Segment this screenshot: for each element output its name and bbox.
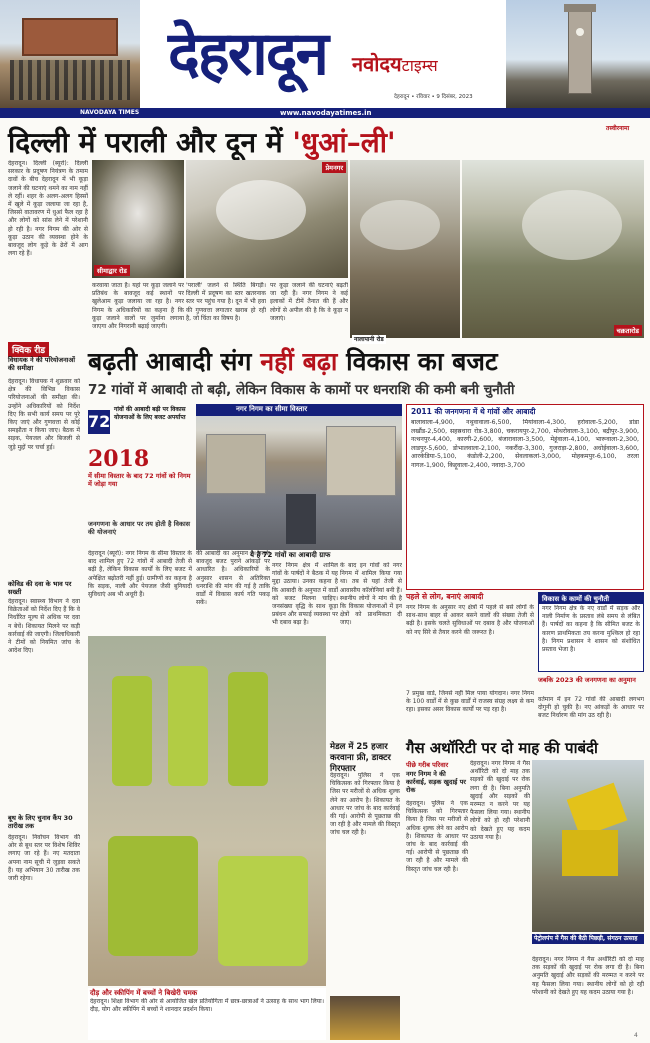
top-photo-caption-3-holder — [352, 326, 386, 345]
dateline: देहरादून • रविवार • 9 दिसंबर, 2023 — [394, 94, 473, 100]
quick-read-body-3: देहरादून। निर्वाचन विभाग की ओर से बूथ स्तर पर विशेष शिविर लगाए जा रहे हैं। नए मतदाता अपना नाम सूची में जुड़वा सकते हैं। यह अभियान 30 तारीख तक जारी रहेगा। — [8, 834, 80, 883]
note-text: जनगणना के आधार पर तय होती है विकास की योजनाएं — [88, 520, 191, 536]
top-photo-1 — [92, 160, 184, 278]
top-story-headline: दिल्ली में पराली और दून में 'धुआं–ली' — [8, 126, 396, 159]
census-body: बालावाला-4,900, नथुवावाला-6,500, मियांवाला-4,300, हर्रावाला-5,200, डांडा लखौंड-2,500, सहस्रधारा रोड-3,800, चकरायपुर-2,700, मोथरोवाला-3,100, बद्रीपुर-3,900, नत्थनपुर-4,400, कारगी-2,600, बंजारावाला-3,500, मेहूंवाला-4,100, भारूवाला-2,300, लाडपुर-5,600, डोभालवाला-2,100, नकरौंदा-3,300, गुजराड़ा-2,800, अधोईवाला-3,600, आरकेडिया-5,100, कंडोली-2,200, सेवलाकलां-3,000, मोहकमपुर-6,100, तरला नागल-1,900, किद्दूवाला-2,400, नवादा-3,700 — [411, 419, 639, 469]
census-box — [406, 404, 644, 590]
top-photo-caption-4: चक्रतारोड — [614, 325, 642, 336]
stat-text: गांवों की आबादी बढ़ी पर विकास योजनाओं के लिए बजट अपर्याप्त — [114, 406, 186, 421]
main-photo-banner: नगर निगम का सीमा विस्तार — [236, 405, 308, 413]
year: 2018 — [88, 446, 150, 472]
main-photo — [196, 404, 402, 550]
top-photo-4 — [462, 160, 644, 338]
masthead — [0, 0, 650, 118]
masthead-left-photo — [0, 0, 140, 108]
gas-headline: गैस अथॉरिटी पर दो माह की पाबंदी — [406, 739, 598, 757]
top-story-body-4: पर कूड़ा जलाने की घटनाएं बढ़ती जा रही हैं। नगर निगम ने कई इलाकों में टीमें तैनात की हैं और लोगों से अपील की है कि वे कूड़ा न जलाएं। — [270, 282, 348, 322]
top-story-body-3: 'पराली' जलने से स्थिति बिगड़ी। दिल्ली में प्रदूषण का स्तर खतरनाक स्तर पर पहुंच गया है। दून में भी हवा की गुणवत्ता लगातार खराब हो रही है, जो चिंता का विषय है। — [186, 282, 266, 322]
stat-number: 72 — [88, 410, 110, 434]
right-box-title: विकास के कामों की चुनौती — [539, 593, 643, 604]
quick-read-item3-title: बूथ के लिए चुनाव कैंप 30 तारीख तक — [8, 814, 73, 830]
stat-box — [88, 404, 192, 440]
page-number: 4 — [634, 1032, 638, 1039]
side-story-title: मेडल में 25 हजार करवाना फ्री, डाक्टर गिरफ्तार — [330, 742, 391, 774]
quick-read-body-2: देहरादून। स्वास्थ्य विभाग ने दवा विक्रेताओं को निर्देश दिए हैं कि वे निर्धारित मूल्य से अधिक पर दवा न बेचें। शिकायत मिलने पर कड़ी कार्रवाई की जाएगी। जिलाधिकारी ने टीमों को नियमित जांच के आदेश दिए। — [8, 598, 80, 655]
census-title: 2011 की जनगणना में थे गांवों और आबादी — [411, 407, 536, 416]
side-story-photo — [330, 996, 400, 1040]
top-story-body-1: देहरादून। दिल्ली (ब्यूरो): दिल्ली सरकार के प्रदूषण नियंत्रण के तमाम दावों के बीच देहरादून में भी कूड़ा जलाने की घटनाएं थमने का नाम नहीं ले रहीं। शहर के अलग-अलग हिस्सों में खुले में कूड़ा जलाया जा रहा है, जिससे वातावरण में धुआं फैल रहा है और लोगों को सांस लेने में परेशानी हो रही है। नगर निगम की ओर से कूड़ा उठान की व्यवस्था होने के बावजूद लोग कूड़े के ढेरों में आग लगा रहे हैं। — [8, 160, 88, 258]
quick-read-body-1: देहरादून। विधायक ने शुक्रवार को क्षेत्र की विभिन्न विकास परियोजनाओं की समीक्षा की। उन्होंने अधिकारियों को निर्देश दिए कि सभी कार्य समय पर पूरे किए जाएं और गुणवत्ता से कोई समझौता न किया जाए। बैठक में सड़क, पेयजल और बिजली से जुड़े मुद्दों पर चर्चा हुई। — [8, 378, 80, 451]
top-photo-caption-2: प्रेमनगर — [322, 162, 346, 173]
masthead-title: देहरादून — [168, 19, 327, 89]
right-box — [538, 592, 644, 672]
middle-art1-body: नगर निगम के अनुसार नए क्षेत्रों में पहले से बसे लोगों के साथ-साथ बाहर से आकर बसने वालों की संख्या तेजी से बढ़ी है। इसके चलते सुविधाओं पर दबाव है और योजनाओं को नए सिरे से तैयार करने की जरूरत है। — [406, 604, 534, 636]
top-story-kicker: तस्वीरनामा — [606, 125, 630, 132]
main-headline: बढ़ती आबादी संग नहीं बढ़ा विकास का बजट — [88, 347, 498, 376]
quick-read-item1-title: विधायक ने की परियोजनाओं की समीक्षा — [8, 356, 76, 372]
top-story-body-2: करवाया जाता है। यहां पर कूड़ा जलाने पर प्रतिबंध के बावजूद कई स्थानों पर खुलेआम कूड़ा जलाया जा रहा है। नगर निगम के अधिकारियों का कहना है कि कूड़ा जलाने वालों पर जुर्माना लगाया जाएगा और निगरानी बढ़ाई जाएगी। — [92, 282, 184, 331]
gas-photo-caption: पेट्रोलपंप में गैस की बैठी पिछड़ी, संगठन उत्साह — [532, 934, 644, 944]
main-body-4: के बाद इन गांवों को नगर निगम में शामिल किया गया था। तब से यहां तेजी से आवासीय कॉलोनियां बनी हैं। स्थानीय लोगों ने मांग की है कि विकास योजनाओं में इन क्षेत्रों को प्राथमिकता दी जाए। — [340, 562, 402, 627]
main-body-2: की आबादी का अनुमान है। इसके बावजूद बजट पुराने आंकड़ों पर आधारित है। अधिकारियों के अनुसार शासन से अतिरिक्त धनराशि की मांग की गई है ताकि वार्डों में विकास कार्य गति पकड़ सकें। — [196, 550, 270, 607]
top-photo-3 — [350, 160, 460, 338]
masthead-url: www.navodayatimes.in — [280, 109, 372, 117]
middle-art1-title: पहले से लोग, बनाएं आबादी — [406, 592, 484, 601]
gas-kicker: पीछे गरीब परिवार — [406, 761, 449, 769]
top-photo-2 — [186, 160, 348, 278]
main-photo-caption: ये है 72 गांवों का आबादी ग्राफ — [250, 551, 331, 559]
quick-read-item2-title: कोविड की दवा के भाव पर सख्ती — [8, 580, 72, 596]
masthead-right-photo — [506, 0, 650, 108]
top-photo-caption-3: नालापानी रोड — [354, 336, 384, 343]
gas-photo — [532, 760, 644, 932]
side-story-body: देहरादून। पुलिस ने एक चिकित्सक को गिरफ्तार किया है जिस पर मरीजों से अधिक शुल्क लेने का आरोप है। शिकायत के आधार पर जांच के बाद कार्रवाई की गई। आरोपी से पूछताछ की जा रही है और मामले की विस्तृत जांच चल रही है। — [330, 772, 400, 837]
main-body-3: नगर निगम क्षेत्र में शामिल गांवों के पार्षदों ने बैठक में यह मुद्दा उठाया। उनका कहना है कि आबादी के अनुपात में वार्डों को बजट मिलना चाहिए। जनसंख्या वृद्धि के साथ कूड़ा प्रबंधन और सफाई व्यवस्था पर भी दबाव बढ़ा है। — [272, 562, 338, 627]
main-body-1: देहरादून (ब्यूरो): नगर निगम के सीमा विस्तार के बाद शामिल हुए 72 गांवों में आबादी तेजी से बढ़ी है, लेकिन विकास कार्यों के लिए बजट में अपेक्षित बढ़ोतरी नहीं हुई। ग्रामीणों का कहना है कि सड़क, नाली और पेयजल जैसी बुनियादी सुविधाएं अब भी अधूरी हैं। — [88, 550, 192, 599]
center-logo: NAVODAYA TIMES — [80, 109, 140, 116]
middle-art2-body: 7 प्रमुख वार्ड, जिनसे नहीं मिल पाया योगदान। नगर निगम के 100 वार्डों में से कुछ वार्डों में राजस्व संग्रह लक्ष्य से कम रहा। इसका असर विकास कार्यों पर पड़ रहा है। — [406, 690, 534, 714]
gas-sub: नगर निगम ने की कार्रवाई, सड़क खुदाई पर रोक — [406, 770, 466, 794]
right-box-sub-body: वर्तमान में इन 72 गांवों की आबादी लगभग दोगुनी हो चुकी है। नए आंकड़ों के आधार पर बजट निर्धारण की मांग उठ रही है। — [538, 696, 644, 720]
right-box-body: नगर निगम क्षेत्र के नए वार्डों में सड़क और नाली निर्माण के प्रस्ताव लंबे समय से लंबित हैं। पार्षदों का कहना है कि सीमित बजट के कारण प्राथमिकता तय करना मुश्किल हो रहा है। निगम प्रशासन ने शासन को संशोधित प्रस्ताव भेजा है। — [542, 605, 640, 654]
yoga-caption-body: देहरादून। शिक्षा विभाग की ओर से आयोजित खेल प्रतियोगिता में छात्र-छात्राओं ने उत्साह के साथ भाग लिया। दौड़, योग और स्कीपिंग में बच्चों ने शानदार प्रदर्शन किया। — [90, 998, 324, 1014]
masthead-subtitle: नवोदयटाइम्स — [352, 52, 438, 76]
year-text: में सीमा विस्तार के बाद 72 गांवों को निगम में जोड़ा गया — [88, 472, 191, 488]
main-subhead: 72 गांवों में आबादी तो बढ़ी, लेकिन विकास के कामों पर धनराशि की कमी बनी चुनौती — [88, 382, 515, 398]
gas-body-2: देहरादून। नगर निगम ने गैस अथॉरिटी को दो माह तक सड़कों की खुदाई पर रोक लगा दी है। बिना अनुमति खुदाई और सड़कों की मरम्मत न करने पर यह फैसला लिया गया। स्थानीय लोगों को हो रही परेशानी को देखते हुए यह कदम उठाया गया है। — [532, 956, 644, 996]
year-box — [88, 446, 192, 502]
yoga-caption: दौड़ और स्कीपिंग में बच्चों ने बिखेरी चमक — [90, 989, 198, 997]
yoga-photo — [88, 636, 326, 986]
gas-body: देहरादून। नगर निगम ने गैस अथॉरिटी को दो माह तक सड़कों की खुदाई पर रोक लगा दी है। बिना अनुमति खुदाई और सड़कों की मरम्मत न करने पर यह फैसला लिया गया। स्थानीय लोगों को हो रही परेशानी को देखते हुए यह कदम उठाया गया है। — [470, 760, 530, 841]
top-photo-caption-1: सीमाद्वार रोड — [94, 265, 130, 276]
right-box-sub-title: जबकि 2023 की जनगणना का अनुमान — [538, 676, 636, 684]
gas-body-left: देहरादून। पुलिस ने एक चिकित्सक को गिरफ्तार किया है जिस पर मरीजों से अधिक शुल्क लेने का आरोप है। शिकायत के आधार पर जांच के बाद कार्रवाई की गई। आरोपी से पूछताछ की जा रही है और मामले की विस्तृत जांच चल रही है। — [406, 800, 468, 873]
yoga-caption-box — [88, 988, 326, 1040]
quick-read-label: क्विक रीड — [8, 342, 49, 357]
